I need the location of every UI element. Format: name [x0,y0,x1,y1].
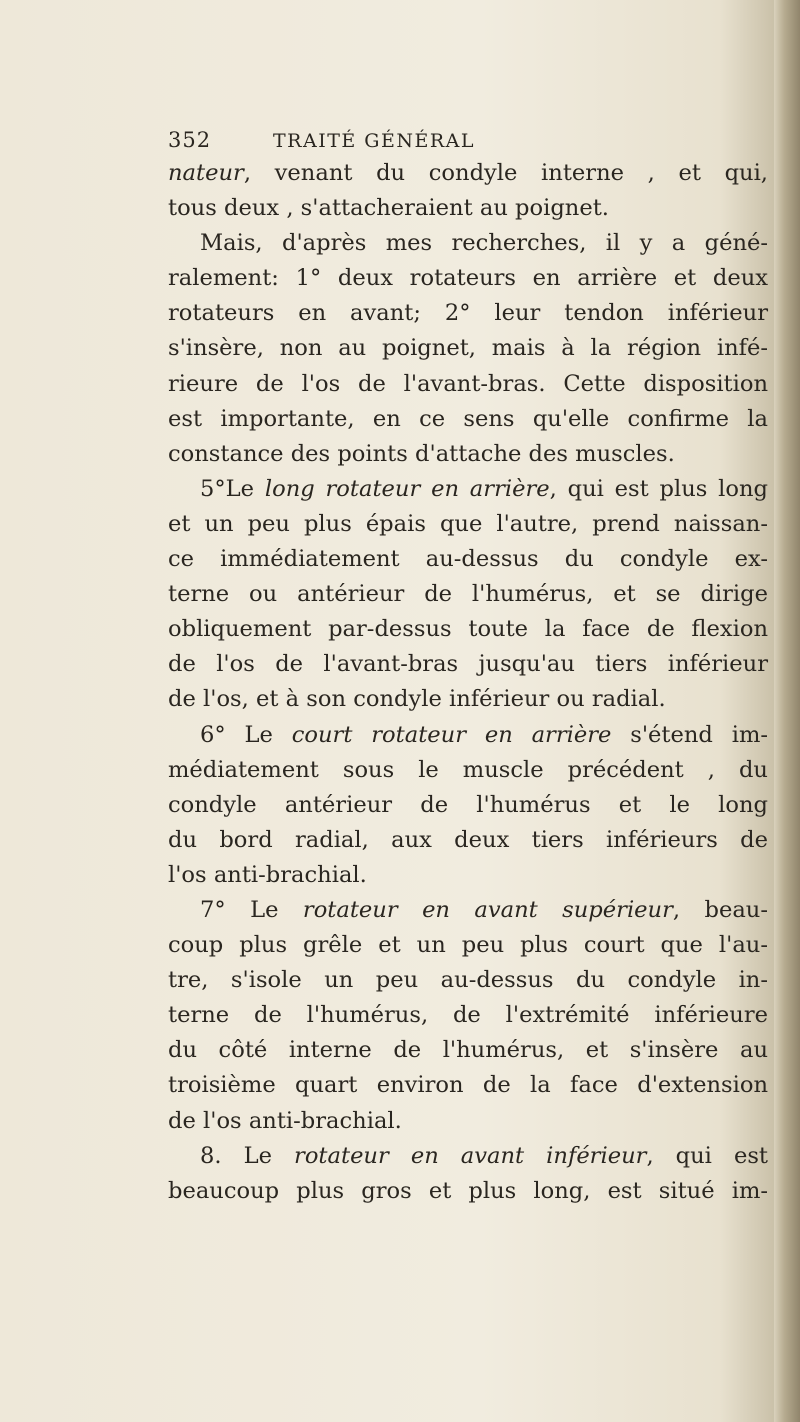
text-run: s'insère, non au poignet, mais à la région infé- [168,335,768,362]
text-run: tous deux , s'attacheraient au poignet. [168,195,609,222]
italic-term: nateur [168,160,244,186]
text-line [168,928,768,963]
text-line [168,823,768,858]
text-run: Mais, d'après mes recherches, il y a géné- [200,230,768,257]
text-run: de l'os de l'avant-bras jusqu'au tiers inférieur [168,651,768,678]
text-line [168,226,768,261]
text-line [168,998,768,1033]
text-run: , beau- [672,896,768,923]
text-run: de l'os, et à son condyle inférieur ou radial. [168,686,666,713]
page-edge-shadow [774,0,800,1422]
text-run: , qui est plus long [549,475,769,502]
text-line [168,718,768,753]
text-line [168,893,768,928]
text-line [168,191,768,226]
text-run: est importante, en ce sens qu'elle confirme la [168,405,768,432]
text-line [168,402,768,437]
text-run: médiatement sous le muscle précédent , du [168,756,768,783]
text-run: ralement: 1° deux rotateurs en arrière et deux [168,265,768,292]
text-line [168,858,768,893]
text-run: rotateurs en avant; 2° leur tendon inférieur [168,300,768,327]
text-line [168,1104,768,1139]
running-title: TRAITÉ GÉNÉRAL [273,130,475,152]
text-run: , qui est [646,1142,768,1169]
text-run: beaucoup plus gros et plus long, est situé im- [168,1177,768,1204]
text-line [168,472,768,507]
text-line [168,612,768,647]
text-line [168,542,768,577]
text-line [168,331,768,366]
text-run: de l'os anti-brachial. [168,1107,402,1134]
text-line [168,296,768,331]
text-run: rieure de l'os de l'avant-bras. Cette disposition [168,370,768,397]
text-line [168,577,768,612]
text-line [168,788,768,823]
text-line [168,437,768,472]
text-line [168,156,768,191]
text-line [168,753,768,788]
running-header [168,128,768,158]
italic-term: court rotateur en arrière [291,721,612,748]
text-run: coup plus grêle et un peu plus court que l'au- [168,932,768,959]
text-run: du côté interne de l'humérus, et s'insère au [168,1037,768,1064]
text-run: tre, s'isole un peu au-dessus du condyle in- [168,967,768,994]
text-run: ce immédiatement au-dessus du condyle ex- [168,546,768,573]
text-run: l'os anti-brachial. [168,861,367,888]
text-line [168,1139,768,1174]
text-run: obliquement par-dessus toute la face de flexion [168,616,768,643]
text-run: s'étend im- [611,721,769,748]
italic-term: long rotateur en arrière [264,475,550,502]
text-line [168,1033,768,1068]
italic-term: rotateur en avant inférieur [294,1142,647,1169]
text-run: du bord radial, aux deux tiers inférieurs de [168,826,768,853]
text-run: et un peu plus épais que l'autre, prend naissan- [168,510,768,537]
text-run: constance des points d'attache des muscles. [168,440,675,467]
text-run: terne ou antérieur de l'humérus, et se dirige [168,581,768,608]
text-run: condyle antérieur de l'humérus et le long [168,791,768,818]
text-line [168,647,768,682]
body-text [168,156,768,1209]
text-line [168,507,768,542]
text-run: troisième quart environ de la face d'extension [168,1072,768,1099]
text-line [168,1068,768,1103]
text-run: 6° Le [200,721,292,748]
text-run: terne de l'humérus, de l'extrémité inférieure [168,1002,768,1029]
text-line [168,963,768,998]
text-run: 7° Le [200,896,303,923]
italic-term: rotateur en avant supérieur [302,896,673,923]
text-run: 5°Le [200,475,265,502]
text-run: 8. Le [200,1142,295,1169]
text-line [168,1174,768,1209]
text-line [168,261,768,296]
text-run: , venant du condyle interne , et qui, [243,160,768,186]
page-number: 352 [168,128,212,152]
text-line [168,367,768,402]
text-line [168,682,768,717]
